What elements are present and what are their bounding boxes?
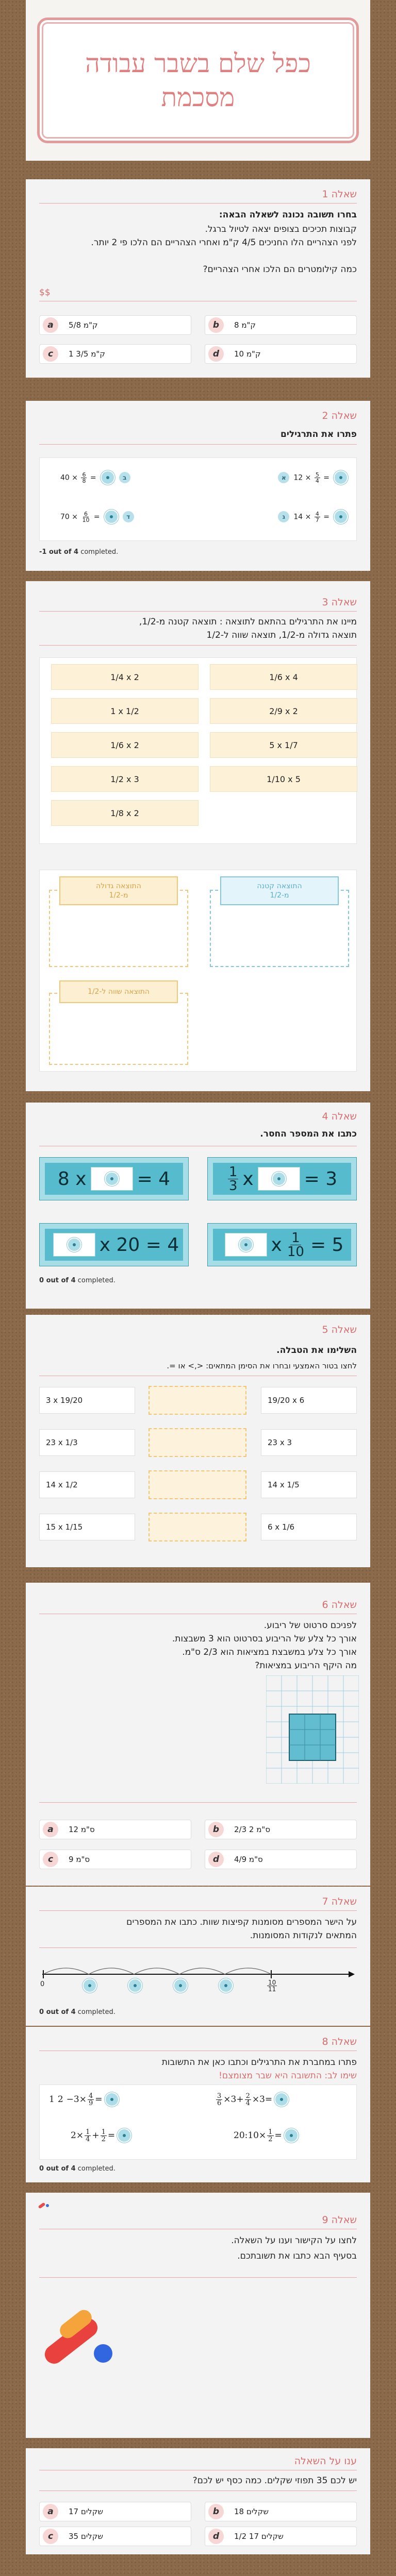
option-text: 18 שקלים	[234, 2507, 269, 2516]
answer-input-dot[interactable]	[117, 2128, 131, 2143]
question-heading: שאלה 3	[322, 597, 357, 608]
answer-input[interactable]	[258, 1167, 300, 1191]
progress-indicator: 0 out of 4 completed.	[39, 2008, 116, 2016]
number-line-start: 0	[40, 1980, 45, 1988]
option-text: 17 שקלים	[69, 2507, 103, 2516]
draggable-tile[interactable]: 2/9 x 2	[210, 698, 357, 724]
draggable-tile[interactable]: 5 x 1/7	[210, 732, 357, 758]
answer-input-dot[interactable]	[334, 510, 348, 524]
draggable-tile[interactable]: 1/6 x 4	[210, 664, 357, 690]
question-text-line-3: אורך כל צלע במשבצת במציאות הוא 2/3 ס"מ.	[182, 1647, 357, 1657]
divider	[39, 2490, 357, 2491]
compare-right-cell: 14 x 1/5	[261, 1471, 357, 1498]
question-text-line-1: לפניכם סרטוט של ריבוע.	[263, 1620, 357, 1631]
tile-bank	[39, 657, 357, 844]
question-4-card	[26, 1103, 370, 1309]
draggable-tile[interactable]: 1/6 x 2	[51, 732, 199, 758]
option-a[interactable]	[39, 2502, 191, 2521]
divider	[39, 203, 357, 204]
progress-indicator: 0 out of 4 completed.	[39, 1277, 116, 1284]
question-heading: שאלה 5	[322, 1324, 357, 1335]
option-c[interactable]	[39, 1850, 191, 1869]
option-letter: c	[43, 1852, 58, 1867]
option-text: 2/3 2 ס"מ	[234, 1825, 271, 1834]
question-text-line-1: על הישר המספרים מסומנות קפיצות שוות. כתבו את המספרים	[126, 1917, 357, 1927]
instruction: כתבו את המספר החסר.	[260, 1129, 357, 1139]
compare-left-cell: 15 x 1/15	[39, 1514, 135, 1540]
divider	[39, 2277, 357, 2278]
question-3-card	[26, 581, 370, 1091]
square-grid-diagram	[266, 1675, 359, 1784]
draggable-tile[interactable]: 1 x 1/2	[51, 698, 199, 724]
compare-left-cell: 14 x 1/2	[39, 1471, 135, 1498]
question-heading: שאלה 8	[322, 2036, 357, 2047]
compare-right-cell: 6 x 1/6	[261, 1514, 357, 1540]
question-text-line-2: בסעיף הבא כתבו את תשובתכם.	[237, 2251, 357, 2261]
bin-label-smaller: התוצאה קטנה מ-1/2	[220, 876, 339, 905]
divider	[39, 645, 357, 646]
compare-right-cell: 23 x 3	[261, 1429, 357, 1456]
option-d[interactable]	[205, 344, 357, 364]
drop-zone-equal[interactable]	[49, 993, 188, 1065]
sign-drop-slot[interactable]	[148, 1386, 246, 1415]
exercise-a	[278, 470, 348, 485]
question-text: יש לכם 35 תפוזי שקלים. כמה כסף יש לכם?	[192, 2476, 357, 2486]
question-text-line-2: אורך כל צלע של הריבוע בסרטוט הוא 3 משבצות.	[172, 1634, 357, 1644]
question-text-line-2: המתאים לנקודות המסומנות.	[250, 1930, 357, 1941]
option-text: 1 3/5 ק"מ	[69, 349, 105, 359]
exercise-d	[60, 510, 134, 524]
progress-indicator: -1 out of 4 completed.	[39, 548, 119, 556]
option-b[interactable]	[205, 2502, 357, 2521]
progress-indicator: 0 out of 4 completed.	[39, 2165, 116, 2173]
question-text-line-1: קבוצות תכיכים בצופים יצאה לטיול ברגל.	[205, 224, 357, 234]
number-line-end: $\frac{10}{11}$	[268, 1979, 276, 1993]
question-text-line-2: תוצאה גדולה מ-1/2, תוצאה שווה ל-1/2	[206, 630, 357, 640]
bin-label-larger: התוצאה גדולה מ-1/2	[59, 876, 178, 905]
question-heading: שאלה 4	[322, 1111, 357, 1122]
worksheet-title: כפל שלם בשבר עבודה מסכמת	[85, 48, 311, 112]
answer-input[interactable]	[91, 1167, 133, 1191]
divider	[39, 2050, 357, 2051]
option-text: 12 ס"מ	[69, 1825, 95, 1834]
divider	[39, 1802, 357, 1803]
exercise-expression: 12 × $\frac{5}{4}$ =	[293, 471, 329, 484]
exercise-expression: 40 × $\frac{6}{8}$ =	[60, 471, 96, 484]
option-text: 9 ס"מ	[69, 1855, 90, 1864]
question-heading: שאלה 9	[322, 2214, 357, 2226]
option-a[interactable]	[39, 315, 191, 335]
option-text: 5/8 ק"מ	[69, 320, 98, 330]
draggable-tile[interactable]: 1/2 x 3	[51, 766, 199, 792]
divider	[39, 1910, 357, 1911]
sorting-area	[39, 870, 357, 1072]
option-text: 1/2 17 שקלים	[234, 2532, 284, 2541]
answer-input[interactable]	[53, 1233, 95, 1257]
exercise-letter-badge: ג	[278, 511, 289, 522]
exercise-letter-badge: א	[278, 472, 289, 483]
option-b[interactable]	[205, 1820, 357, 1839]
question-text-line-3: כמה קילומטרים הם הלכו אחרי הצהריים?	[203, 264, 357, 275]
question-heading: שאלה 1	[322, 189, 357, 200]
divider	[39, 611, 357, 612]
answer-input-dot[interactable]	[284, 2128, 299, 2143]
question-text-line-1: מיינו את התרגילים בהתאם לתוצאה : תוצאה קטנה מ-1/2,	[139, 617, 357, 627]
exercise-expression: 70 × $\frac{6}{10}$ =	[60, 510, 100, 523]
question-8-card	[26, 2027, 370, 2182]
option-letter: a	[43, 317, 58, 333]
divider	[39, 444, 357, 445]
answer-input[interactable]	[225, 1233, 267, 1257]
title-card	[26, 0, 370, 161]
exercise-b	[60, 470, 130, 485]
sign-drop-slot[interactable]	[148, 1513, 246, 1541]
compare-left-cell: 3 x 19/20	[39, 1387, 135, 1414]
question-heading: שאלה 7	[322, 1896, 357, 1907]
question-text-line-4: מה היקף הריבוע במציאות?	[255, 1660, 357, 1671]
question-heading: שאלה 6	[322, 1599, 357, 1611]
question-1-card	[26, 179, 370, 378]
instruction: פתרו את התרגילים	[280, 429, 357, 439]
warning-note: שימו לב: התשובה היא שבר מצומצם!	[219, 2071, 357, 2081]
question-5-card	[26, 1315, 370, 1567]
answer-input-dot[interactable]	[104, 510, 119, 524]
missing-number-box: x 20 = 4	[39, 1223, 189, 1266]
question-6-card	[26, 1583, 370, 1886]
missing-number-box: 8 x = 4	[39, 1157, 189, 1200]
instruction: השלימו את הטבלה.	[276, 1345, 357, 1355]
instruction: בחרו תשובה נכונה לשאלה הבאה:	[219, 210, 357, 220]
option-letter: c	[43, 346, 58, 362]
compare-right-cell: 19/20 x 6	[261, 1387, 357, 1414]
exercise-expression: 14 × $\frac{4}{7}$ =	[293, 510, 329, 523]
question-7-card	[26, 1887, 370, 2026]
marker-text: $$	[39, 287, 51, 298]
option-letter: a	[43, 1822, 58, 1837]
question-text-line-1: לחצו על הקישור וענו על השאלה.	[231, 2235, 357, 2246]
answer-input-dot[interactable]	[334, 470, 348, 485]
title-frame	[37, 18, 359, 143]
jump-point-input[interactable]	[82, 1978, 97, 1993]
question-text: פתרו במחברת את התרגילים וכתבו כאן את התשובות	[161, 2057, 357, 2067]
question-text-line-2: לפני הצהריים הלו החניכים 4/5 ק"מ ואחרי הצהריים הם הלכו פי 2 יותר.	[91, 238, 357, 248]
answer-input-dot[interactable]	[274, 2092, 289, 2107]
option-text: 35 שקלים	[69, 2532, 103, 2541]
option-letter: d	[208, 346, 224, 362]
missing-number-box: $\frac{1}{3}$ x = 3	[207, 1157, 357, 1200]
option-letter: c	[43, 2529, 58, 2544]
question-heading: שאלה 2	[322, 410, 357, 421]
option-text: 4/9 ס"מ	[234, 1855, 263, 1864]
divider	[39, 1947, 357, 1948]
jump-point-input[interactable]	[173, 1978, 188, 1993]
option-letter: b	[208, 2504, 224, 2519]
answer-input-dot[interactable]	[101, 470, 115, 485]
option-d[interactable]	[205, 1850, 357, 1869]
option-c[interactable]	[39, 344, 191, 364]
answer-input-dot[interactable]	[105, 2092, 119, 2107]
exercise-letter-badge: ב	[119, 472, 130, 483]
instruction-detail: לחצו בטור האמצעי ובחרו את הסימן המתאים: <,> או =.	[167, 1361, 357, 1370]
option-letter: b	[208, 1822, 224, 1837]
missing-number-box: x $\frac{1}{10}$ = 5	[207, 1223, 357, 1266]
option-d[interactable]	[205, 2527, 357, 2546]
option-text: 8 ק"מ	[234, 320, 256, 330]
exercise-c	[278, 510, 348, 524]
draggable-tile[interactable]: 1/10 x 5	[210, 766, 357, 792]
option-letter: d	[208, 2529, 224, 2544]
compare-left-cell: 23 x 1/3	[39, 1429, 135, 1456]
jump-point-input[interactable]	[128, 1978, 142, 1993]
option-a[interactable]	[39, 1820, 191, 1839]
draggable-tile[interactable]: 1/8 x 2	[51, 800, 199, 826]
option-letter: a	[43, 2504, 58, 2519]
external-link-logo-icon[interactable]	[37, 2306, 125, 2368]
question-heading: ענו על השאלה	[294, 2455, 357, 2467]
option-letter: b	[208, 317, 224, 333]
option-text: 10 ק"מ	[234, 349, 261, 359]
option-b[interactable]	[205, 315, 357, 335]
exercise-expression: 1 2 −3× $\frac{4}{9}$ =	[49, 2092, 119, 2107]
question-10-card	[26, 2448, 370, 2554]
sign-drop-slot[interactable]	[148, 1470, 246, 1499]
question-2-card	[26, 401, 370, 571]
jump-point-input[interactable]	[219, 1978, 233, 1993]
option-letter: d	[208, 1852, 224, 1867]
exercise-letter-badge: ד	[123, 511, 134, 522]
sign-drop-slot[interactable]	[148, 1428, 246, 1457]
exercise-panel	[39, 2084, 357, 2160]
option-c[interactable]	[39, 2527, 191, 2546]
exercise-panel	[39, 457, 357, 541]
bin-label-equal: התוצאה שווה ל-1/2	[59, 980, 178, 1003]
exercise-expression: 20:10× $\frac{1}{2}$ =	[234, 2128, 299, 2143]
question-9-card	[26, 2193, 370, 2438]
exercise-expression: 2× $\frac{1}{4}$ + $\frac{1}{2}$ =	[71, 2128, 131, 2143]
draggable-tile[interactable]: 1/4 x 2	[51, 664, 199, 690]
exercise-expression: $\frac{3}{6}$ ×3+ $\frac{2}{4}$ ×3=	[215, 2092, 289, 2107]
link-logo-icon[interactable]	[37, 2199, 52, 2209]
